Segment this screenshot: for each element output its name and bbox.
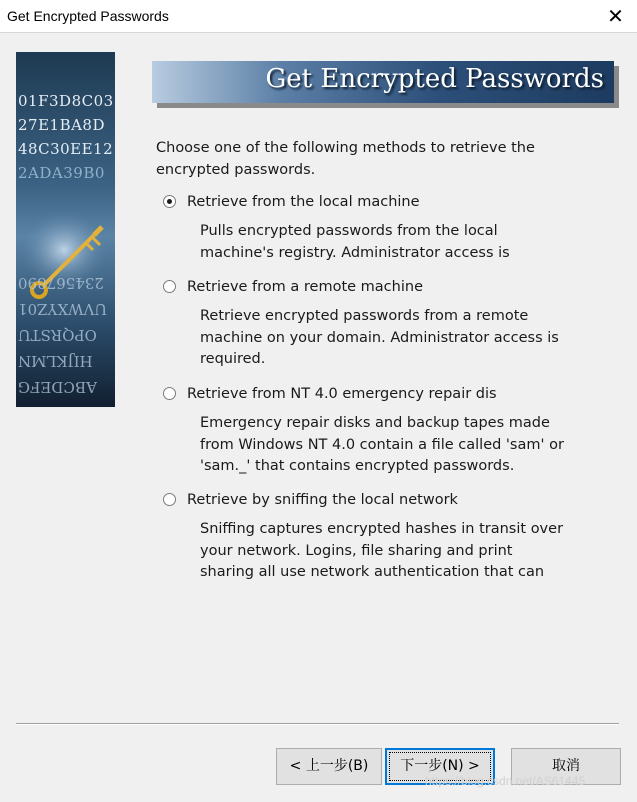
watermark: https://blog.csdn.net/AS61445	[425, 774, 586, 788]
window-title: Get Encrypted Passwords	[7, 8, 169, 24]
sidebar-hex-text: 2ADA39B0	[18, 164, 105, 182]
back-button[interactable]: < 上一步(B)	[276, 748, 382, 785]
option-description: Emergency repair disks and backup tapes made from Windows NT 4.0 contain a file called 'sam' or 'sam._' that contains encrypted passwords.	[200, 415, 564, 474]
option-description: Retrieve encrypted passwords from a remote machine on your domain. Administrator access is required.	[200, 308, 559, 367]
option-label[interactable]: Retrieve from a remote machine	[187, 279, 423, 295]
banner-title: Get Encrypted Passwords	[265, 64, 604, 94]
next-button-label: 下一步(N) >	[400, 758, 480, 774]
radio-button[interactable]	[163, 280, 176, 293]
sidebar-mirrored-text: ABCDEFG	[18, 378, 97, 396]
header-banner	[152, 61, 614, 103]
sidebar-mirrored-text: OPQRSTU	[18, 326, 97, 344]
sidebar-hex-text: 48C30EE12	[18, 140, 114, 158]
cancel-button[interactable]: 取消	[511, 748, 621, 785]
sidebar-mirrored-text: UVWXYZ01	[18, 300, 107, 318]
radio-button[interactable]	[163, 493, 176, 506]
option-label[interactable]: Retrieve by sniffing the local network	[187, 492, 458, 508]
sidebar-image	[16, 52, 115, 407]
option-emergency-repair-disk[interactable]	[163, 383, 583, 478]
divider	[16, 723, 619, 725]
sidebar-hex-text: 27E1BA8D	[18, 116, 106, 134]
option-label[interactable]: Retrieve from NT 4.0 emergency repair dis	[187, 386, 497, 402]
title-bar	[0, 0, 637, 33]
radio-button[interactable]	[163, 387, 176, 400]
close-icon[interactable]: ✕	[607, 4, 624, 28]
option-remote-machine[interactable]	[163, 276, 583, 371]
sidebar-hex-text: 01F3D8C03	[18, 92, 114, 110]
option-description: Pulls encrypted passwords from the local machine's registry. Administrator access is	[200, 223, 510, 261]
option-description: Sniffing captures encrypted hashes in transit over your network. Logins, file sharing and print sharing all use network authentication that can	[200, 521, 564, 580]
sidebar-mirrored-text: 234567890	[18, 274, 104, 292]
option-sniff-network[interactable]	[163, 489, 583, 584]
sidebar-mirrored-text: HIJKLMN	[18, 352, 93, 370]
radio-button[interactable]	[163, 195, 176, 208]
intro-text: Choose one of the following methods to retrieve the encrypted passwords.	[156, 140, 535, 178]
option-local-machine[interactable]	[163, 191, 583, 264]
option-label[interactable]: Retrieve from the local machine	[187, 194, 420, 210]
